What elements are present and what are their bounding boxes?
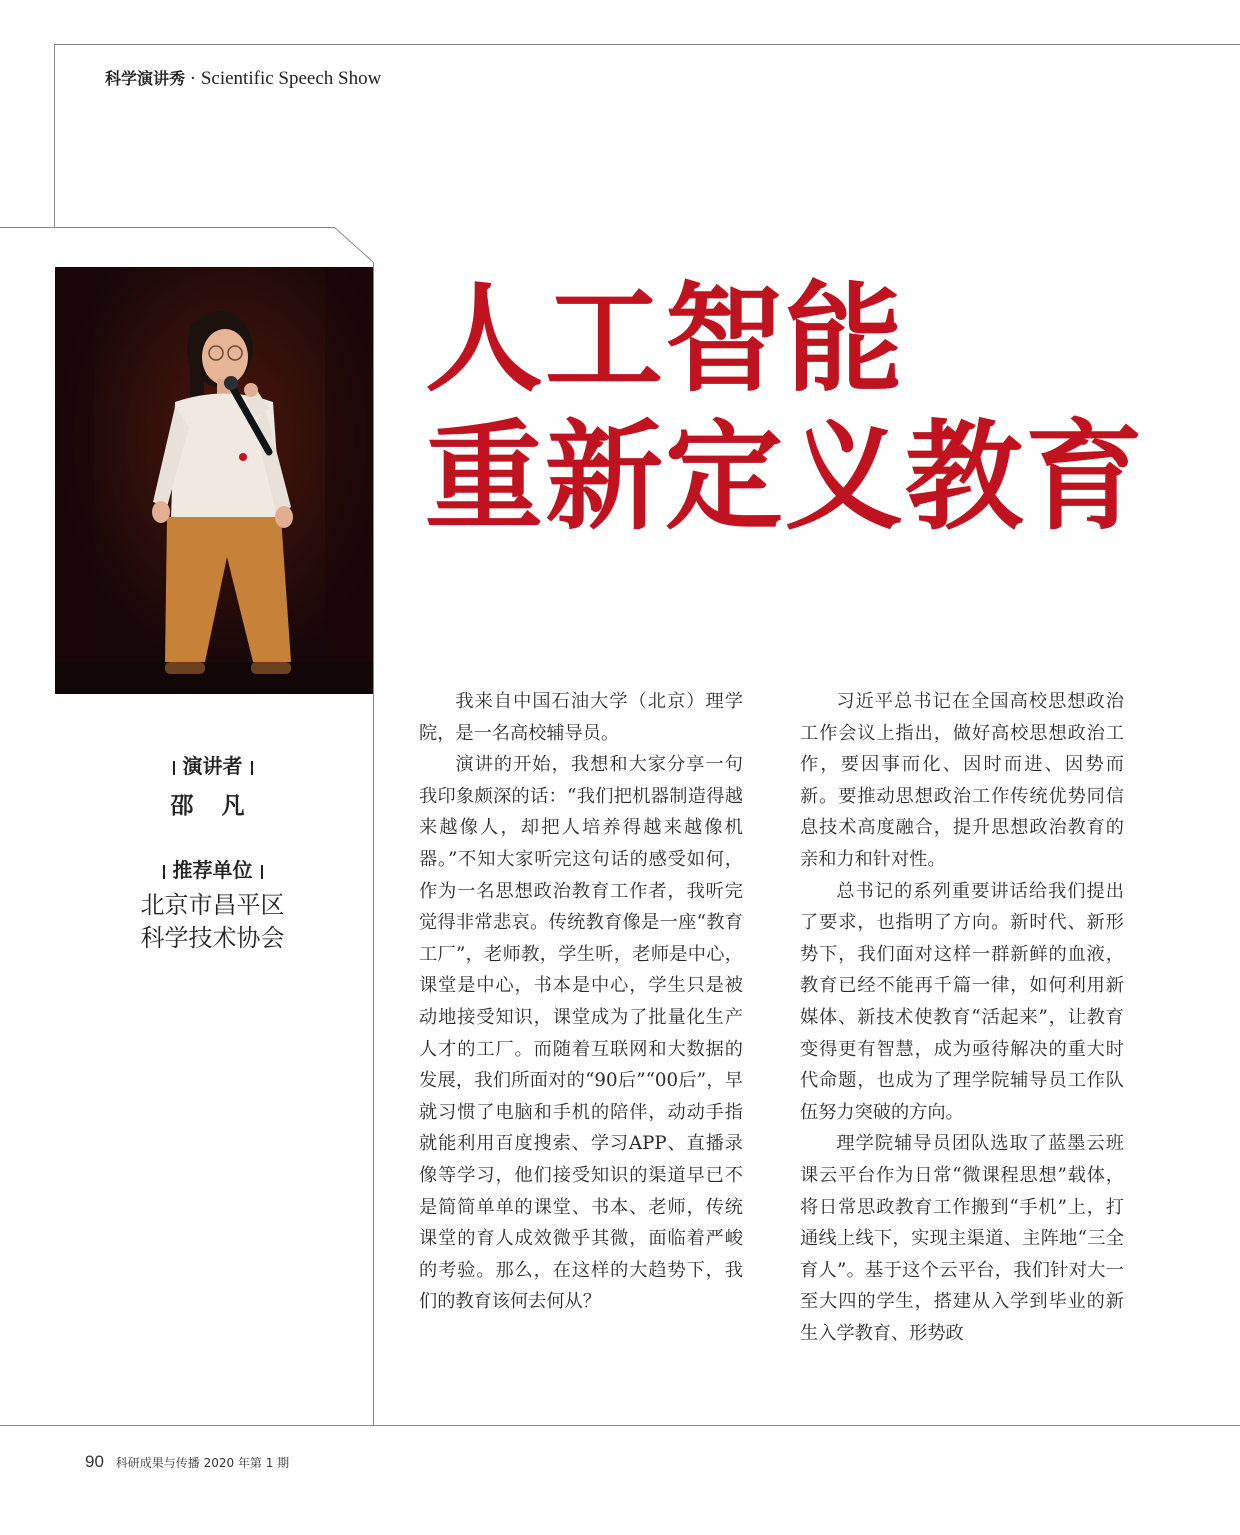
speaker-label-row [80,750,345,779]
body-column-1 [419,686,743,1318]
article-title [425,270,1145,546]
frame-corner-diagonal [334,227,376,263]
body-paragraph: 我来自中国石油大学（北京）理学院，是一名高校辅导员。 [419,691,743,744]
org-name-line-2: 科学技术协会 [140,924,285,952]
body-paragraph: 习近平总书记在全国高校思想政治工作会议上指出，做好高校思想政治工作，要因事而化、因时而进、因势而新。要推动思想政治工作传统优势同信息技术高度融合，提升思想政治教育的亲和力和针对性。 [800,691,1124,870]
page-footer [85,1452,289,1472]
section-name-cn: 科学演讲秀 [105,69,186,88]
title-line-2: 重新定义教育 [425,408,1146,546]
body-paragraph: 理学院辅导员团队选取了蓝墨云班课云平台作为日常“微课程思想”载体，将日常思政教育工作搬到“手机”上，打通线上线下，实现主渠道、主阵地“三全育人”。基于这个云平台，我们针对大一至大四的学生，搭建从入学到毕业的新生入学教育、形势政 [800,1133,1124,1344]
frame-bottom-line [0,1425,1240,1426]
frame-divider-line [373,262,374,1425]
label-bar-right [251,761,253,775]
title-line-1: 人工智能 [425,270,906,408]
journal-info: 科研成果与传播 2020 年第 1 期 [115,1456,290,1470]
speaker-label: 演讲者 [182,754,243,778]
section-header [105,66,381,90]
section-name-en: Scientific Speech Show [200,68,382,89]
page-number: 90 [85,1452,104,1471]
org-bar-right [261,865,263,879]
label-bar-left [173,761,175,775]
speaker-photo [55,267,373,694]
frame-middle-line [0,227,335,228]
frame-left-line [54,44,55,227]
body-paragraph: 总书记的系列重要讲话给我们提出了要求，也指明了方向。新时代、新形势下，我们面对这样一群新鲜的血液，教育已经不能再千篇一律，如何利用新媒体、新技术使教育“活起来”，让教育变得更有智慧，成为亟待解决的重大时代命题，也成为了理学院辅导员工作队伍努力突破的方向。 [800,880,1124,1123]
frame-top-line [54,44,1240,45]
org-label-row [80,854,345,883]
speaker-info [80,750,345,955]
org-label: 推荐单位 [172,858,253,882]
org-name-line-1: 北京市昌平区 [140,891,285,919]
org-bar-left [163,865,165,879]
speaker-name: 邵 凡 [170,792,255,819]
section-separator: · [189,68,197,89]
body-column-2 [800,686,1124,1349]
body-paragraph: 演讲的开始，我想和大家分享一句我印象颇深的话：“我们把机器制造得越来越像人，却把人培养得越来越像机器。”不知大家听完这句话的感受如何，作为一名思想政治教育工作者，我听完觉得非常悲哀。传统教育像是一座“教育工厂”，老师教，学生听，老师是中心，课堂是中心，书本是中心，学生只是被动地接受知识，课堂成为了批量化生产人才的工厂。而随着互联网和大数据的发展，我们所面对的“90后”“00后”，早就习惯了电脑和手机的陪伴，动动手指就能利用百度搜索、学习APP、直播录像等学习，他们接受知识的渠道早已不是简简单单的课堂、书本、老师，传统课堂的育人成效微乎其微，面临着严峻的考验。那么，在这样的大趋势下，我们的教育该何去何从？ [419,754,743,1313]
